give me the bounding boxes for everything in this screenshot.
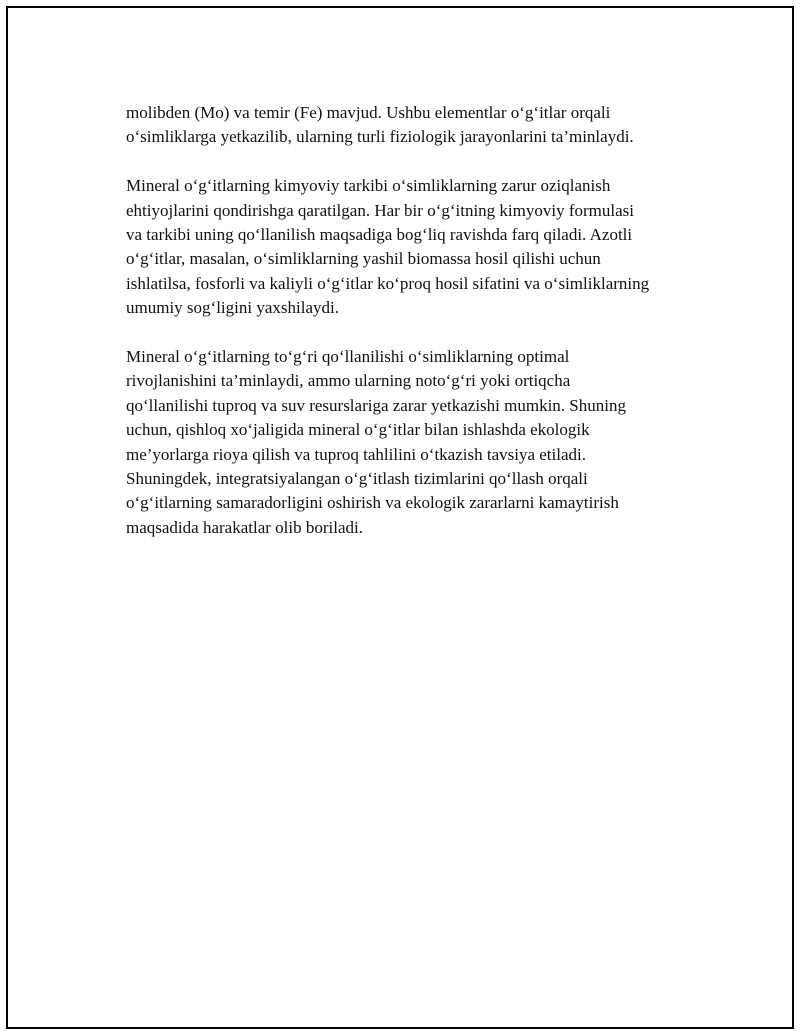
text-line: maqsadida harakatlar olib boriladi.	[126, 517, 363, 537]
text-line: o‘simliklarga yetkazilib, ularning turli fiziologik jarayonlarini ta’minlaydi.	[126, 127, 634, 147]
text-line: uchun, qishloq xo‘jaligida mineral o‘g‘itlar bilan ishlashda ekologik	[126, 420, 590, 440]
text-line: o‘g‘itlarning samaradorligini oshirish va ekologik zararlarni kamaytirish	[126, 493, 619, 513]
text-line: umumiy sog‘ligini yaxshilaydi.	[126, 298, 339, 318]
text-line: qo‘llanilishi tuproq va suv resurslariga zarar yetkazishi mumkin. Shuning	[126, 395, 626, 415]
paragraph-1	[126, 101, 706, 150]
text-line: Mineral o‘g‘itlarning kimyoviy tarkibi o‘simliklarning zarur oziqlanish	[126, 176, 611, 196]
text-line: me’yorlarga rioya qilish va tuproq tahlilini o‘tkazish tavsiya etiladi.	[126, 444, 586, 464]
text-line: molibden (Mo) va temir (Fe) mavjud. Ushbu elementlar o‘g‘itlar orqali	[126, 103, 611, 122]
text-line: rivojlanishini ta’minlaydi, ammo ularning noto‘g‘ri yoki ortiqcha	[126, 371, 571, 391]
document-body	[126, 101, 706, 565]
text-line: ishlatilsa, fosforli va kaliyli o‘g‘itlar ko‘proq hosil sifatini va o‘simliklarning	[126, 273, 650, 293]
text-line: Shuningdek, integratsiyalangan o‘g‘itlash tizimlarini qo‘llash orqali	[126, 469, 588, 489]
text-line: o‘g‘itlar, masalan, o‘simliklarning yashil biomassa hosil qilishi uchun	[126, 249, 601, 269]
text-line: ehtiyojlarini qondirishga qaratilgan. Har bir o‘g‘itning kimyoviy formulasi	[126, 200, 635, 220]
page-frame	[6, 6, 794, 1029]
text-line: Mineral o‘g‘itlarning to‘g‘ri qo‘llanilishi o‘simliklarning optimal	[126, 347, 570, 367]
text-line: va tarkibi uning qo‘llanilish maqsadiga bog‘liq ravishda farq qiladi. Azotli	[126, 225, 633, 245]
paragraph-3	[126, 345, 706, 540]
paragraph-2	[126, 174, 706, 320]
